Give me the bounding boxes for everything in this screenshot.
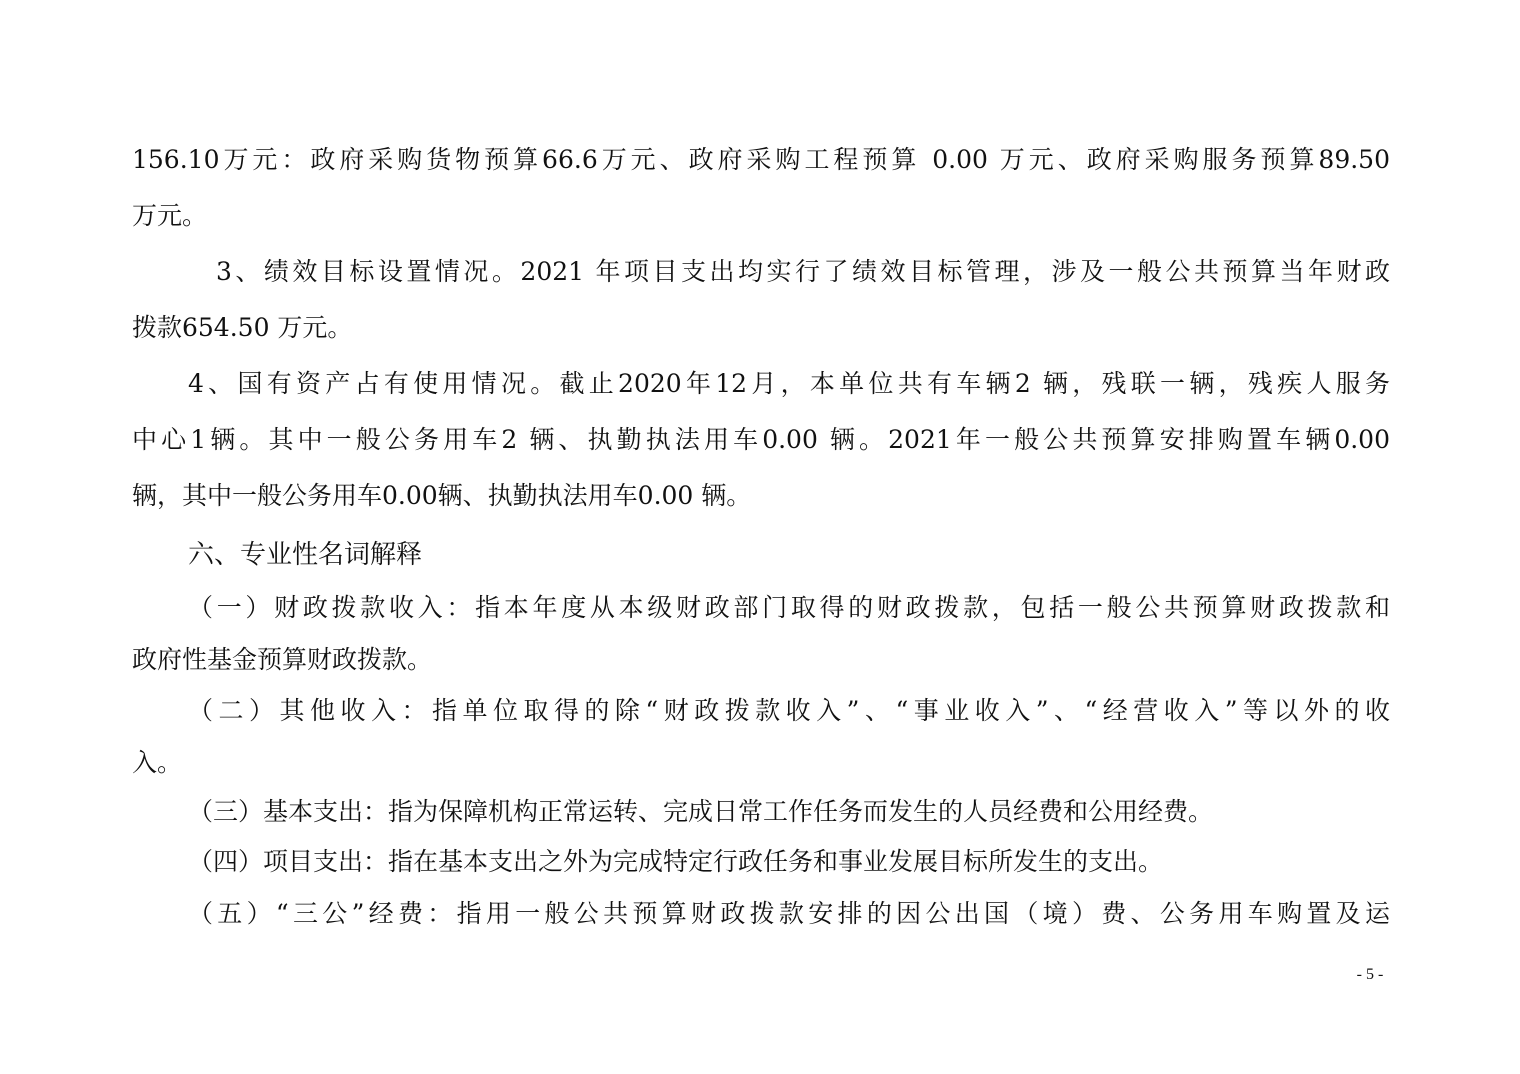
text-line: 3、绩效目标设置情况。2021 年项目支出均实行了绩效目标管理，涉及一般公共预算当年财政 <box>216 257 1390 286</box>
text-line: 4、国有资产占有使用情况。截止2020年12月，本单位共有车辆2 辆，残联一辆，残疾人服务 <box>188 369 1390 398</box>
text-line: 中心1辆。其中一般公务用车2 辆、执勤执法用车0.00 辆。2021年一般公共预算安排购置车辆0.00 <box>132 425 1390 454</box>
text-line: 156.10万元：政府采购货物预算66.6万元、政府采购工程预算 0.00 万元、政府采购服务预算89.50 <box>132 145 1390 174</box>
text-line: 拨款654.50 万元。 <box>132 313 353 342</box>
page-number: - 5 - <box>1356 966 1384 983</box>
text-line: （五）“三公”经费：指用一般公共预算财政拨款安排的因公出国（境）费、公务用车购置及运 <box>188 899 1390 928</box>
section-heading: 六、专业性名词解释 <box>188 540 423 570</box>
text-line: 入。 <box>132 748 183 777</box>
text-line: 辆，其中一般公务用车0.00辆、执勤执法用车0.00 辆。 <box>132 481 752 510</box>
text-line: （二）其他收入：指单位取得的除“财政拨款收入”、“事业收入”、“经营收入”等以外的收 <box>188 696 1390 725</box>
text-line: 政府性基金预算财政拨款。 <box>132 645 433 674</box>
text-line: 万元。 <box>132 201 208 230</box>
text-line: （三）基本支出：指为保障机构正常运转、完成日常工作任务而发生的人员经费和公用经费。 <box>188 797 1214 826</box>
text-line: （一）财政拨款收入：指本年度从本级财政部门取得的财政拨款，包括一般公共预算财政拨款和 <box>188 593 1390 622</box>
text-line: （四）项目支出：指在基本支出之外为完成特定行政任务和事业发展目标所发生的支出。 <box>188 847 1164 876</box>
